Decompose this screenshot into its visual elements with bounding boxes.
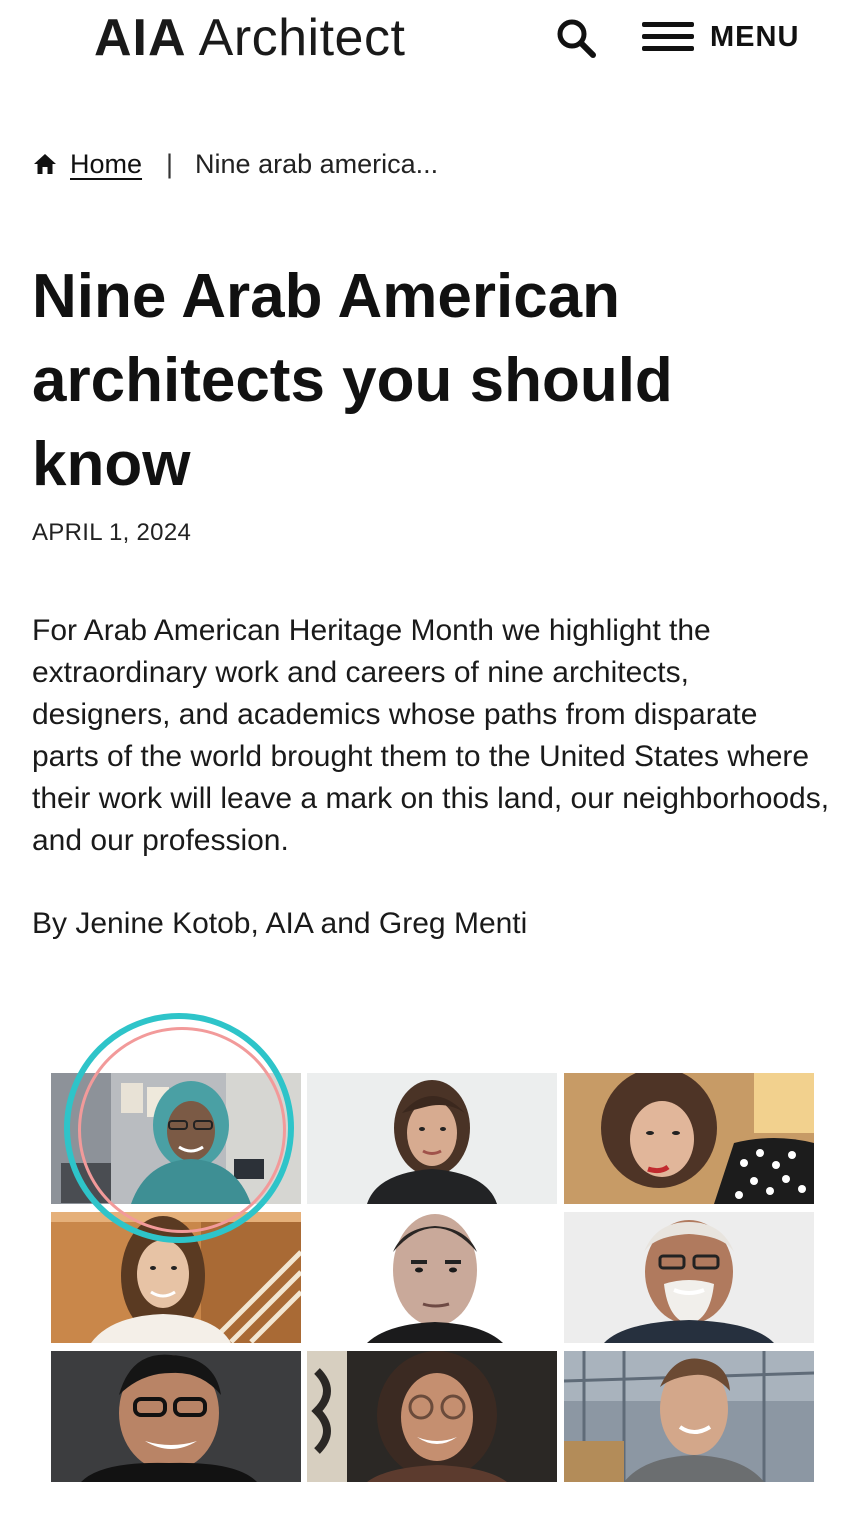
site-logo[interactable] (94, 6, 405, 70)
article-byline: By Jenine Kotob, AIA and Greg Menti (32, 907, 528, 940)
home-icon (32, 151, 58, 177)
architect-photo[interactable] (307, 1073, 557, 1204)
logo-architect: Architect (198, 9, 406, 67)
architect-photo[interactable] (564, 1212, 814, 1343)
architect-photo[interactable] (51, 1351, 301, 1482)
architect-photo[interactable] (307, 1351, 557, 1482)
site-header (0, 0, 864, 80)
breadcrumb (32, 144, 438, 184)
article-intro: For Arab American Heritage Month we highlight the extraordinary work and careers of nine architects, designers, and academics whose paths from disparate parts of the world brought them to the United States where their work will leave a mark on this land, our neighborhoods, and our profession. (32, 614, 830, 857)
architect-photo[interactable] (51, 1212, 301, 1343)
hamburger-icon (642, 20, 694, 54)
architect-photo[interactable] (307, 1212, 557, 1343)
architect-photo[interactable] (564, 1073, 814, 1204)
breadcrumb-current: Nine arab america... (195, 148, 439, 179)
menu-button[interactable] (640, 14, 810, 58)
logo-aia: AIA (94, 9, 187, 67)
search-button[interactable] (552, 14, 600, 62)
menu-label: MENU (710, 21, 800, 53)
architect-photo[interactable] (51, 1073, 301, 1204)
article-title: Nine Arab American architects you should know (32, 262, 673, 499)
architect-photo[interactable] (564, 1351, 814, 1482)
breadcrumb-separator: | (166, 148, 174, 179)
article-date: APRIL 1, 2024 (32, 519, 192, 546)
search-icon (552, 14, 600, 62)
architects-photo-grid[interactable] (51, 1073, 814, 1483)
breadcrumb-home-link[interactable]: Home (70, 148, 143, 179)
